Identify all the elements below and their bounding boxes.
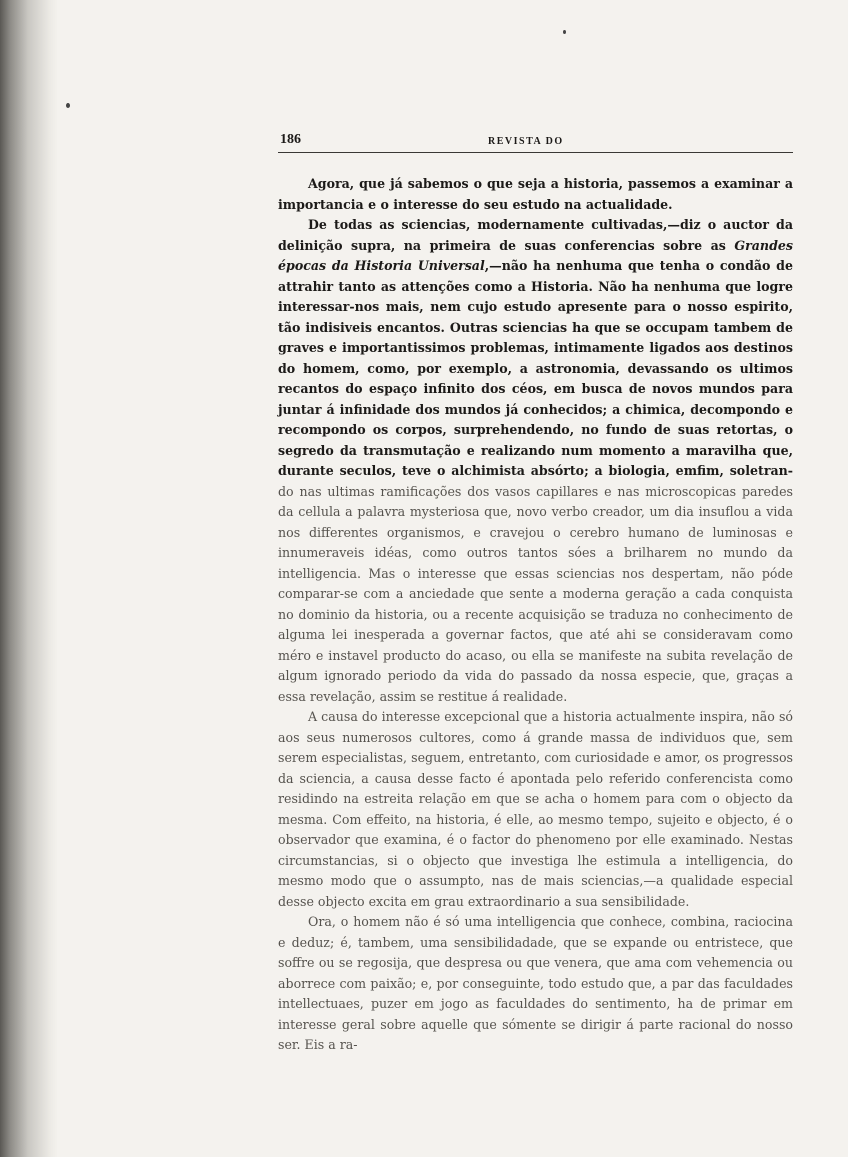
document-page (278, 128, 793, 1052)
book-title: Grandes épocas da Historia Universal (278, 237, 793, 273)
text-run: Agora, que já sabemos o que seja a historia, passemos a examinar a importancia e o interesse do seu estudo na actualidade. (278, 176, 793, 212)
paragraph (278, 215, 793, 707)
running-head (278, 128, 793, 150)
text-run: ,—não ha nenhuma que tenha o condão de attrahir tanto as attenções como a Historia. Não ha nenhuma que logre interessar-nos mais, nem cujo estudo apresente para o nosso espirito, tão indisiveis encantos. Outras sciencias ha que se occupam tambem de graves e importantissimos problemas, intimamente ligados aos destinos do homem, como, por exemplo, a astronomia, devassando os ultimos recantos do espaço infinito dos céos, em busca de novos mundos para juntar á infinidade dos mundos já conhecidos; a chimica, decompondo e recompondo os corpos, surprehendendo, no fundo de suas retortas, o segredo da transmutação e realizando num momento a maravilha que, durante seculos, teve o alchimista absórto; a biologia, emfim, soletran- (278, 258, 793, 478)
page-binding-edge (0, 0, 58, 1157)
paragraph (278, 707, 793, 912)
ink-speck (563, 30, 566, 34)
text-run: Ora, o homem não é só uma intelligencia que conhece, combina, raciocina e deduz; é, tambem, uma sensibilidadade, que se expande ou entristece, que soffre ou se regosija, que despresa ou que venera, que ama com vehemencia ou aborrece com paixão; e, por conseguinte, todo estudo que, a par das faculdades intellectuaes, puzer em jogo as faculdades do sentimento, ha de primar em interesse geral sobre aquelle que sómente se dirigir á parte racional do nosso ser. Eis a ra- (278, 914, 793, 1052)
body-text (278, 174, 793, 1056)
text-run: do nas ultimas ramificações dos vasos capillares e nas microscopicas paredes da cellula a palavra mysteriosa que, novo verbo creador, um dia insuflou a vida nos differentes organismos, e cravejou o cerebro humano de luminosas e innumeraveis idéas, como outros tantos sóes a brilharem no mundo da intelligencia. Mas o interesse que essas sciencias nos despertam, não póde comparar-se com a anciedade que sente a moderna geração a cada conquista no dominio da historia, ou a recente acquisição se traduza no conhecimento de alguma lei inesperada a governar factos, que até ahi se consideravam como méro e instavel producto do acaso, ou ella se manifeste na subita revelação de algum ignorado periodo da vida do passado da nossa especie, que, graças a essa revelação, assim se restitue á realidade. (278, 483, 793, 704)
ink-speck (66, 103, 70, 108)
text-run: De todas as sciencias, modernamente cultivadas,—diz o auctor da delinição supra, na primeira de suas conferencias sobre as (278, 217, 793, 253)
running-title: REVISTA DO (488, 136, 564, 147)
paragraph (278, 912, 793, 1056)
text-run: A causa do interesse excepcional que a historia actualmente inspira, não só aos seus numerosos cultores, como á grande massa de individuos que, sem serem especialistas, seguem, entretanto, com curiosidade e amor, os progressos da sciencia, a causa desse facto é apontada pelo referido conferencista como residindo na estreita relação em que se acha o homem para com o objecto da mesma. Com effeito, na historia, é elle, ao mesmo tempo, sujeito e objecto, é o observador que examina, é o factor do phenomeno por elle examinado. Nestas circumstancias, si o objecto que investiga lhe estimula a intelligencia, do mesmo modo que o assumpto, nas de mais sciencias,—a qualidade especial desse objecto excita em grau extraordinario a sua sensibilidade. (278, 709, 793, 909)
header-rule (278, 152, 793, 153)
page-number: 186 (280, 132, 301, 147)
paragraph (278, 174, 793, 215)
